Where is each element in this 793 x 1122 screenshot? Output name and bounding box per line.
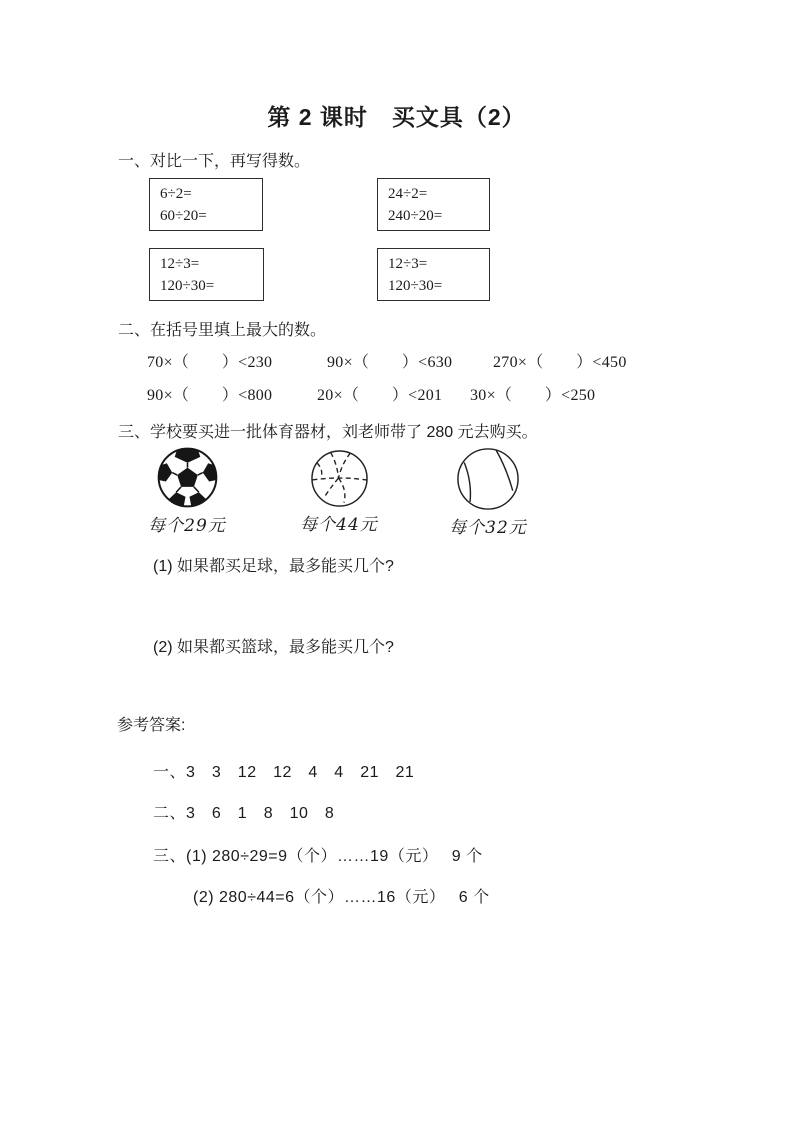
question-2: (2) 如果都买篮球，最多能买几个? (153, 639, 394, 656)
answers-heading: 参考答案: (117, 717, 186, 734)
division-box-3 (149, 248, 264, 301)
fill-in-problem-5: 20×（ ）<201 (317, 387, 443, 404)
volleyball-figure (445, 447, 531, 538)
division-equation: 240÷20= (388, 208, 443, 224)
basketball-price-label: 每个44元 (300, 515, 378, 535)
section3-heading: 三、学校要买进一批体育器材，刘老师带了 280 元去购买。 (118, 424, 538, 441)
division-equation: 6÷2= (160, 186, 192, 202)
question-1: (1) 如果都买足球，最多能买几个? (153, 558, 394, 575)
fill-in-problem-3: 270×（ ）<450 (493, 354, 627, 371)
division-equation: 120÷30= (388, 278, 443, 294)
basketball-icon (310, 449, 369, 508)
basketball-figure (296, 449, 382, 535)
soccer-ball-icon (156, 446, 219, 509)
answer-line-2: 二、3 6 1 8 10 8 (153, 805, 335, 822)
answer-line-4: (2) 280÷44=6（个）……16（元） 6 个 (193, 889, 490, 906)
soccer-ball-figure (144, 446, 230, 536)
division-equation: 60÷20= (160, 208, 207, 224)
division-box-2 (377, 178, 490, 231)
fill-in-problem-2: 90×（ ）<630 (327, 354, 453, 371)
volleyball-icon (456, 447, 520, 511)
division-equation: 12÷3= (388, 256, 428, 272)
division-equation: 24÷2= (388, 186, 428, 202)
division-equation: 12÷3= (160, 256, 200, 272)
answer-line-3: 三、(1) 280÷29=9（个）……19（元） 9 个 (153, 848, 483, 865)
division-box-1 (149, 178, 263, 231)
section2-heading: 二、在括号里填上最大的数。 (118, 322, 327, 339)
fill-in-problem-6: 30×（ ）<250 (470, 387, 596, 404)
volleyball-price-label: 每个32元 (449, 518, 527, 538)
soccer-price-label: 每个29元 (148, 516, 226, 536)
section1-heading: 一、对比一下，再写得数。 (118, 153, 311, 170)
fill-in-problem-1: 70×（ ）<230 (147, 354, 273, 371)
page-title: 第 2 课时 买文具（2） (267, 104, 526, 130)
division-equation: 120÷30= (160, 278, 215, 294)
division-box-4 (377, 248, 490, 301)
answer-line-1: 一、3 3 12 12 4 4 21 21 (153, 764, 415, 781)
fill-in-problem-4: 90×（ ）<800 (147, 387, 273, 404)
